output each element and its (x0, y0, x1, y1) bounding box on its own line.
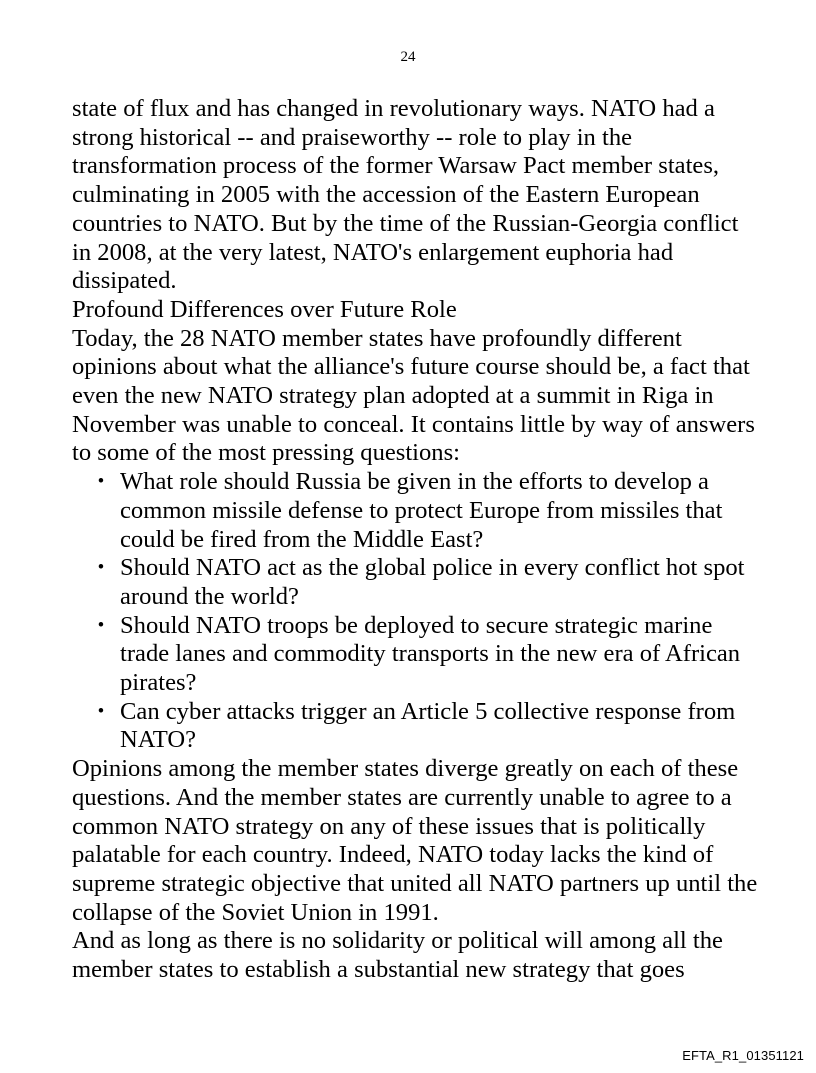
list-item-text: What role should Russia be given in the efforts to develop a common missile defense to protect Europe from missiles that could be fired from the Middle East? (120, 468, 723, 553)
list-item (97, 468, 762, 554)
bullet-icon: • (97, 700, 105, 722)
list-item-text: Should NATO act as the global police in every conflict hot spot around the world? (120, 554, 745, 610)
paragraph-solidarity: And as long as there is no solidarity or political will among all the member states to establish a substantial new strategy that goes (72, 927, 723, 984)
list-item-text: Can cyber attacks trigger an Article 5 collective response from NATO? (120, 697, 736, 754)
document-body (72, 95, 762, 985)
page-number: 24 (400, 49, 416, 65)
document-id-footer: EFTA_R1_01351121 (682, 1048, 804, 1063)
paragraph-flux: state of flux and has changed in revolutionary ways. NATO had a strong historical -- and praiseworthy -- role to play in the transformation process of the former Warsaw Pact member states, culminating in 2005 with the accession of the Eastern European countries to NATO. But by the time of the Russian-Georgia conflict in 2008, at the very latest, NATO's enlargement euphoria had dissipated. (72, 95, 739, 295)
bullet-icon: • (97, 614, 105, 636)
list-item (97, 554, 762, 611)
list-item (97, 611, 762, 698)
paragraph-opinions: Opinions among the member states diverge greatly on each of these questions. And the member states are currently unable to agree to a common NATO strategy on any of these issues that is politically palatable for each country. Indeed, NATO today lacks the kind of supreme strategic objective that united all NATO partners up until the collapse of the Soviet Union in 1991. (72, 755, 758, 926)
list-item-text: Should NATO troops be deployed to secure strategic marine trade lanes and commodity transports in the new era of African pirates? (120, 611, 741, 697)
paragraph-intro-questions: Today, the 28 NATO member states have profoundly different opinions about what the alliance's future course should be, a fact that even the new NATO strategy plan adopted at a summit in Riga in November was unable to conceal. It contains little by way of answers to some of the most pressing questions: (72, 324, 755, 467)
section-heading: Profound Differences over Future Role (72, 295, 457, 323)
bullet-icon: • (97, 557, 105, 579)
list-item (97, 697, 762, 755)
questions-list (72, 468, 762, 755)
bullet-icon: • (97, 471, 105, 493)
